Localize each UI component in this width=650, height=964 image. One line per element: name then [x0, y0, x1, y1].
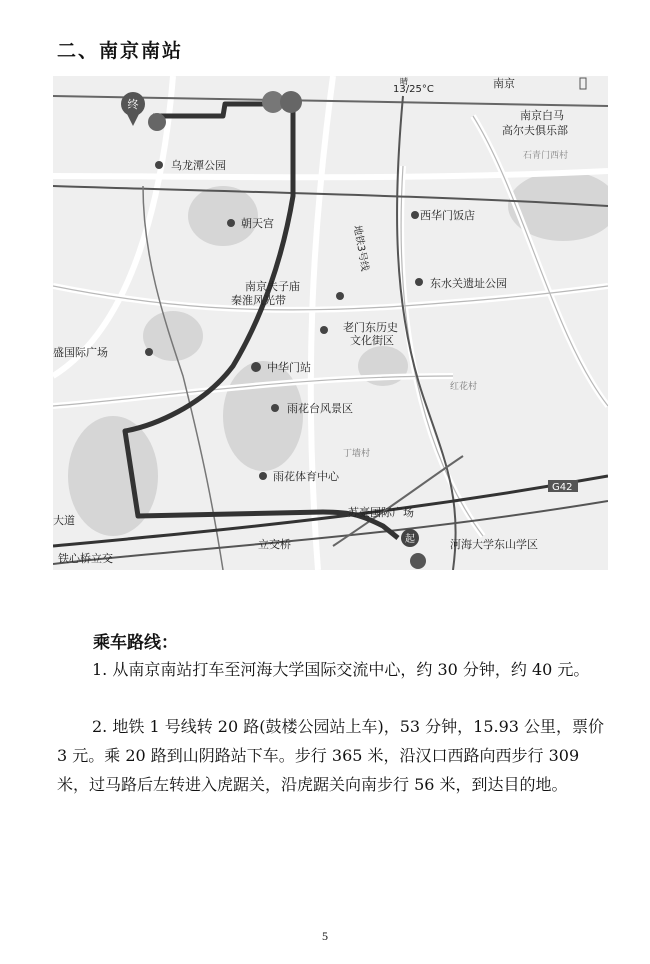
page-number: 5: [322, 929, 328, 943]
label-wulongtan: 乌龙潭公园: [171, 159, 226, 172]
bus-stop-icon: [262, 91, 302, 113]
label-guoji-plaza: 盛国际广场: [53, 346, 108, 359]
label-metro-line: 地铁3号线: [351, 224, 370, 273]
label-shigemen: 石青门西村: [523, 151, 569, 161]
label-laomendong-1: 老门东历史: [343, 321, 398, 334]
start-marker-icon: [401, 529, 426, 569]
city-selector[interactable]: 南京: [493, 77, 515, 90]
poi-icon: [155, 161, 163, 169]
label-dongshuiguan: 东水关遗址公园: [430, 277, 507, 290]
label-honghua: 红花村: [450, 382, 478, 392]
label-dingqiang: 丁墙村: [343, 449, 371, 459]
label-gaoerfu: 高尔夫俱乐部: [502, 124, 568, 137]
start-label: 起: [405, 534, 415, 545]
weather-top: 晴: [400, 77, 408, 86]
route-option-1: 1. 从南京南站打车至河海大学国际交流中心，约 30 分钟，约 40 元。: [92, 660, 590, 679]
layers-icon[interactable]: [580, 78, 586, 89]
section-title: 二、南京南站: [57, 40, 184, 62]
poi-icon: [415, 278, 423, 286]
label-fuzimiao-2: 秦淮风光带: [231, 294, 286, 307]
label-fuzimiao-1: 南京夫子庙: [245, 280, 300, 293]
label-tiexinqiao: 铁心桥立交: [58, 552, 113, 565]
poi-icon: [411, 211, 419, 219]
poi-icon: [271, 404, 279, 412]
route-title: 乘车路线：: [93, 633, 178, 653]
label-laomendong-2: 文化街区: [350, 334, 394, 347]
metro-station-icon: [251, 362, 261, 372]
label-g42: G42: [552, 482, 573, 493]
label-lijiaoqiao: 立交桥: [258, 538, 291, 551]
label-chaotiangong: 朝天宫: [241, 217, 274, 230]
label-zhonghuamen: 中华门站: [267, 361, 311, 374]
route-option-2: 2. 地铁 1 号线转 20 路(鼓楼公园站上车)，53 分钟，15.93 公里，票价 3 元。乘 20 路到山阴路站下车。步行 365 米，沿汉口西路向西步行 309 米，过马路后左转进入虎踞关，沿虎踞关向南步行 56 米，到达目的地。: [57, 717, 605, 794]
label-hohai: 河海大学东山学区: [450, 538, 538, 551]
label-yuhuatai: 雨花台风景区: [287, 402, 353, 415]
poi-icon: [227, 219, 235, 227]
poi-icon: [336, 292, 344, 300]
terminal-label: 终: [127, 98, 139, 111]
poi-icon: [145, 348, 153, 356]
label-yuhua-sports: 雨花体育中心: [273, 470, 339, 483]
poi-icon: [259, 472, 267, 480]
route-map: [53, 76, 608, 570]
poi-icon: [320, 326, 328, 334]
weather: 13/25°C: [393, 84, 434, 95]
label-su-hao-plaza: 苏豪国际广场: [348, 506, 414, 519]
label-xihuamen: 西华门饭店: [420, 209, 475, 222]
label-left-edge: 大道: [53, 514, 75, 527]
label-nanjing-baima: 南京白马: [520, 109, 564, 122]
